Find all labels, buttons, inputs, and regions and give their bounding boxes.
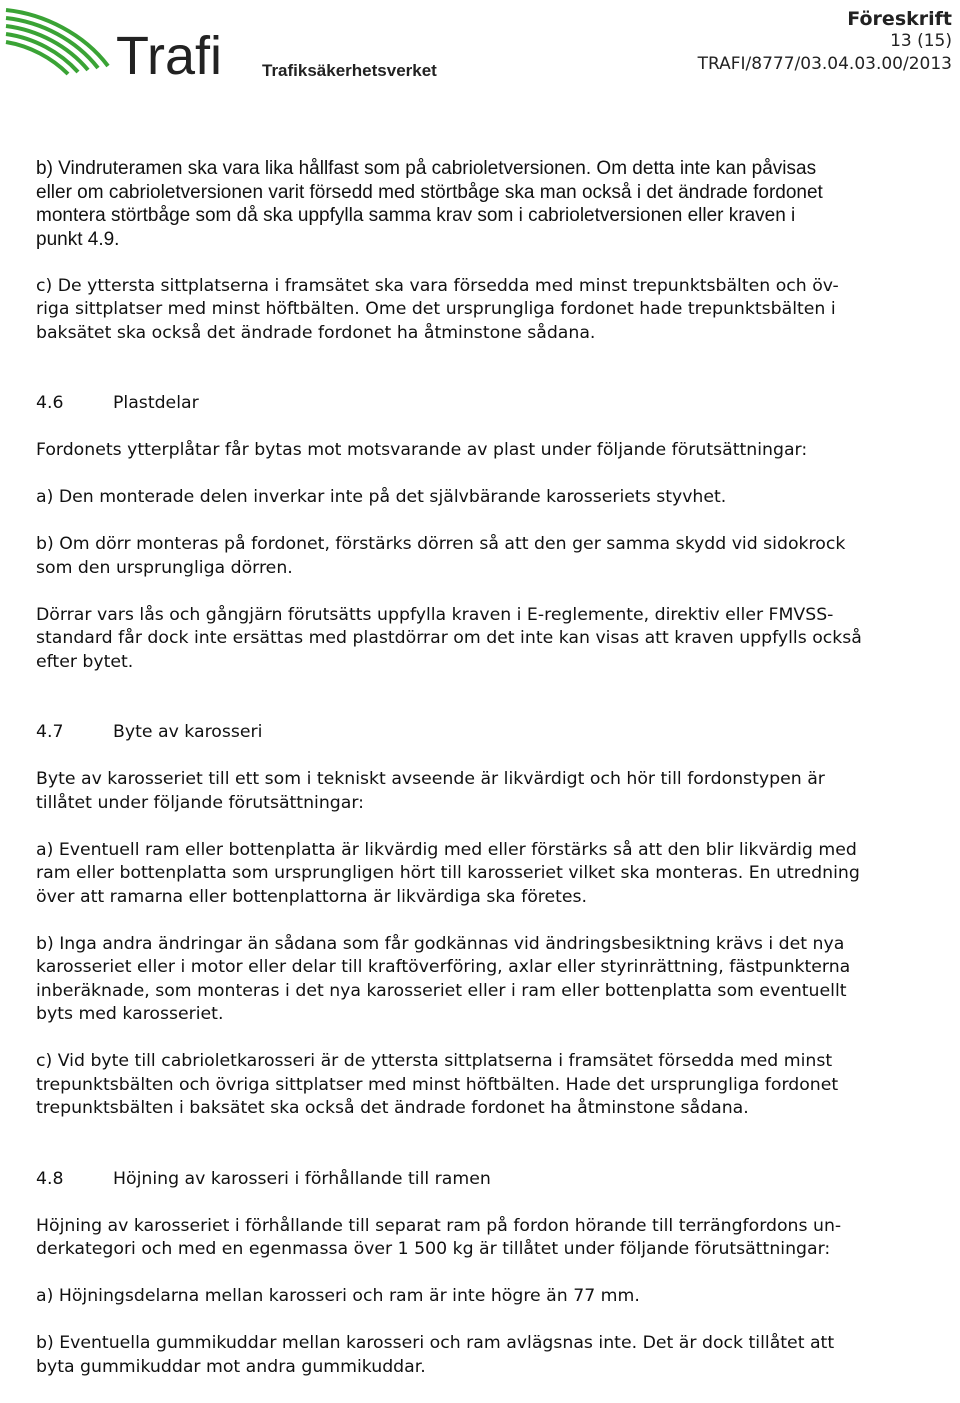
text-line: Byte av karosseriet till ett som i tekniskt avseende är likvärdigt och hör till fordonstypen är [36, 769, 825, 789]
document-header [698, 8, 952, 76]
section-title: Byte av karosseri [113, 722, 263, 742]
section-title: Plastdelar [113, 393, 199, 413]
trafi-logo [4, 4, 444, 84]
text-line: c) De yttersta sittplatserna i framsätet ska vara försedda med minst trepunktsbälten och öv- [36, 275, 839, 296]
logo-text: Trafi [116, 26, 222, 84]
paragraph [36, 1215, 956, 1262]
text-line: ram eller bottenplatta som ursprungligen hört till karosseriet vilket ska monteras. En utredning [36, 863, 860, 883]
text-line: inberäknade, som monteras i det nya karosseriet eller i ram eller bottenplatta som eventuellt [36, 980, 847, 1001]
text-line: b) Vindruteramen ska vara lika hållfast som på cabrioletversionen. Om detta inte kan påvisas [36, 158, 817, 179]
paragraph [36, 604, 956, 675]
text-line: byta gummikuddar mot andra gummikuddar. [36, 1356, 426, 1377]
section-heading-4-7 [36, 721, 956, 745]
paragraph-c-seatbelts [36, 275, 956, 346]
paragraph-b-windshield [36, 157, 956, 251]
paragraph [36, 1050, 956, 1121]
paragraph [36, 533, 956, 580]
text-line: karosseriet eller i motor eller delar till kraftöverföring, axlar eller styrinrättning, fästpunkterna [36, 957, 851, 977]
green-swoosh-icon [6, 10, 108, 74]
text-line: Dörrar vars lås och gångjärn förutsätts uppfylla kraven i E-reglemente, direktiv eller FMVSS- [36, 604, 834, 625]
text-line: c) Vid byte till cabrioletkarosseri är de yttersta sittplatserna i framsätet försedda med minst [36, 1051, 833, 1071]
section-heading-4-8 [36, 1168, 956, 1192]
text-line: byts med karosseriet. [36, 1004, 224, 1024]
paragraph [36, 768, 956, 815]
text-line: över att ramarna eller bottenplattorna är likvärdiga ska företes. [36, 886, 588, 907]
section-number: 4.6 [36, 393, 64, 413]
document-type: Föreskrift [847, 8, 952, 30]
paragraph [36, 839, 956, 910]
agency-name: Trafiksäkerhetsverket [262, 61, 437, 80]
section-number: 4.8 [36, 1168, 64, 1189]
text-line: standard får dock inte ersättas med plastdörrar om det inte kan visas att kraven uppfylls också [36, 628, 862, 648]
reference-number: TRAFI/8777/03.04.03.00/2013 [697, 54, 952, 74]
text-line: derkategori och med en egenmassa över 1 500 kg är tillåtet under följande förutsättningar: [36, 1239, 831, 1259]
paragraph: a) Den monterade delen inverkar inte på det självbärande karosseriets styvhet. [36, 487, 727, 507]
text-line: som den ursprungliga dörren. [36, 557, 293, 578]
text-line: eller om cabrioletversionen varit försedd med störtbåge ska man också i det ändrade fordonet [36, 181, 823, 203]
text-line: trepunktsbälten i baksätet ska också det ändrade fordonet ha åtminstone sådana. [36, 1098, 749, 1118]
text-line: tillåtet under följande förutsättningar: [36, 792, 364, 813]
text-line: efter bytet. [36, 651, 134, 672]
text-line: montera störtbåge som då ska uppfylla samma krav som i cabrioletversionen eller kraven i [36, 205, 796, 226]
text-line: b) Eventuella gummikuddar mellan karosseri och ram avlägsnas inte. Det är dock tillåtet att [36, 1333, 835, 1353]
text-line: baksätet ska också det ändrade fordonet ha åtminstone sådana. [36, 322, 596, 343]
paragraph: Fordonets ytterplåtar får bytas mot motsvarande av plast under följande förutsättningar: [36, 440, 808, 460]
section-number: 4.7 [36, 722, 64, 742]
text-line: trepunktsbälten och övriga sittplatser med minst höftbälten. Hade det ursprungliga fordonet [36, 1074, 839, 1095]
paragraph [36, 1332, 956, 1379]
document-body [36, 157, 956, 1403]
text-line: riga sittplatser med minst höftbälten. Ome det ursprungliga fordonet hade trepunktsbälten i [36, 299, 836, 319]
section-heading-4-6 [36, 392, 956, 416]
text-line: b) Om dörr monteras på fordonet, förstärks dörren så att den ger samma skydd vid sidokrock [36, 534, 846, 554]
paragraph: a) Höjningsdelarna mellan karosseri och ram är inte högre än 77 mm. [36, 1286, 640, 1306]
text-line: Höjning av karosseriet i förhållande till separat ram på fordon hörande till terrängfordons un- [36, 1215, 842, 1236]
page-number: 13 (15) [890, 31, 952, 51]
text-line: a) Eventuell ram eller bottenplatta är likvärdig med eller förstärks så att den blir likvärdig med [36, 839, 857, 860]
text-line: punkt 4.9. [36, 228, 120, 250]
paragraph [36, 933, 956, 1027]
text-line: b) Inga andra ändringar än sådana som får godkännas vid ändringsbesiktning krävs i det nya [36, 933, 845, 954]
section-title: Höjning av karosseri i förhållande till ramen [113, 1168, 491, 1189]
